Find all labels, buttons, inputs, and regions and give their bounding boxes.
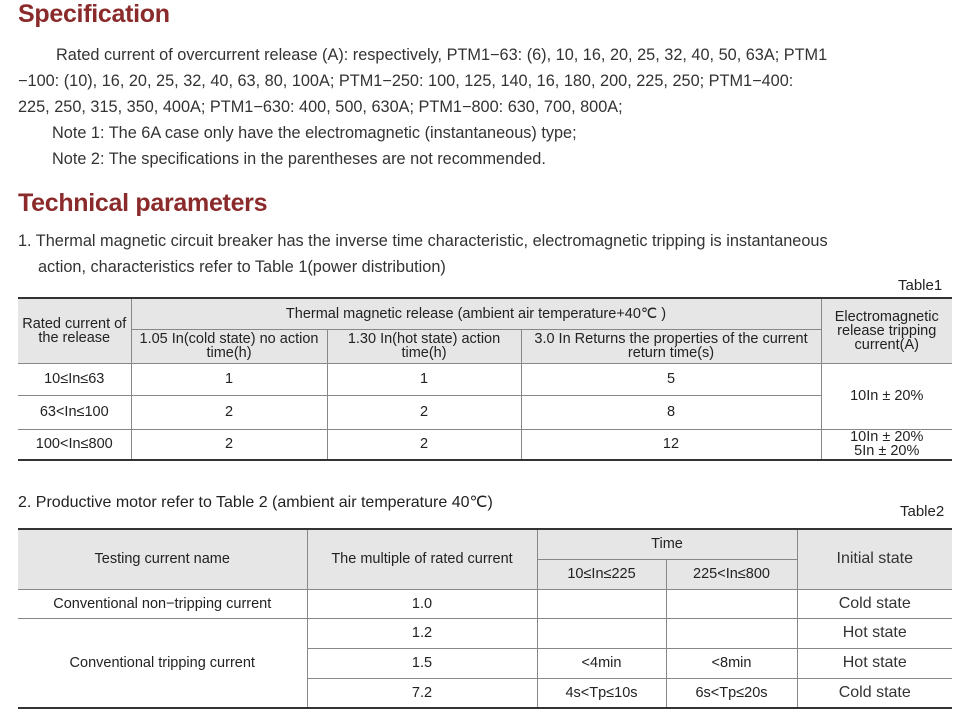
em-cell <box>821 429 952 460</box>
table-1 <box>18 297 952 461</box>
header-hot-state: 1.30 In(hot state) action time(h) <box>327 329 521 363</box>
value-cell: 8 <box>521 395 821 429</box>
multiple-cell: 1.5 <box>307 648 537 678</box>
table-2 <box>18 528 952 709</box>
test-name-cell: Conventional tripping current <box>18 618 307 708</box>
table-row <box>18 429 952 460</box>
time-cell <box>537 589 666 618</box>
multiple-cell: 7.2 <box>307 678 537 708</box>
value-cell: 1 <box>131 363 327 395</box>
time-cell: 6s<Tp≤20s <box>666 678 797 708</box>
time-cell: 4s<Tp≤10s <box>537 678 666 708</box>
header-time-range-2: 225<In≤800 <box>666 559 797 589</box>
value-cell: 2 <box>131 429 327 460</box>
table-row <box>18 395 952 429</box>
time-cell <box>666 618 797 648</box>
item1-line1: 1. Thermal magnetic circuit breaker has the inverse time characteristic, electromagnetic tripping is instantaneous <box>18 232 828 250</box>
spec-paragraph-line3: 225, 250, 315, 350, 400A; PTM1−630: 400, 500, 630A; PTM1−800: 630, 700, 800A; <box>18 98 623 116</box>
state-cell: Hot state <box>797 618 952 648</box>
em-value-a: 10In ± 20% <box>850 429 924 446</box>
item2-label: 2. Productive motor refer to Table 2 (ambient air temperature 40℃) <box>18 494 493 511</box>
value-cell: 2 <box>327 429 521 460</box>
multiple-cell: 1.2 <box>307 618 537 648</box>
value-cell: 12 <box>521 429 821 460</box>
note-1: Note 1: The 6A case only have the electromagnetic (instantaneous) type; <box>52 124 577 142</box>
header-thermal-release: Thermal magnetic release (ambient air temperature+40℃ ) <box>131 298 821 329</box>
header-multiple: The multiple of rated current <box>307 529 537 589</box>
value-cell: 1 <box>327 363 521 395</box>
table1-label: Table1 <box>898 277 943 294</box>
header-rated-current: Rated current of the release <box>18 298 131 363</box>
range-cell: 63<In≤100 <box>18 395 131 429</box>
technical-parameters-heading: Technical parameters <box>18 189 268 217</box>
header-initial-state: Initial state <box>797 529 952 589</box>
time-cell: <8min <box>666 648 797 678</box>
value-cell: 2 <box>131 395 327 429</box>
value-cell: 2 <box>327 395 521 429</box>
state-cell: Cold state <box>797 678 952 708</box>
range-cell: 10≤In≤63 <box>18 363 131 395</box>
spec-paragraph-line2: −100: (10), 16, 20, 25, 32, 40, 63, 80, 100A; PTM1−250: 100, 125, 140, 16, 180, 200, 225, 250; PTM1−400: <box>18 72 794 90</box>
note-2: Note 2: The specifications in the parentheses are not recommended. <box>52 150 546 168</box>
time-cell <box>666 589 797 618</box>
header-testing-current-name: Testing current name <box>18 529 307 589</box>
value-cell: 5 <box>521 363 821 395</box>
em-cell: 10In ± 20% <box>821 363 952 429</box>
table-row <box>18 589 952 618</box>
test-name-cell: Conventional non−tripping current <box>18 589 307 618</box>
table-row <box>18 363 952 395</box>
specification-heading: Specification <box>18 0 170 28</box>
range-cell: 100<In≤800 <box>18 429 131 460</box>
header-time: Time <box>537 529 797 559</box>
em-value-b: 5In ± 20% <box>854 443 920 460</box>
table-row <box>18 618 952 648</box>
header-electromagnetic: Electromagnetic release tripping current(A) <box>821 298 952 363</box>
time-cell <box>537 618 666 648</box>
multiple-cell: 1.0 <box>307 589 537 618</box>
time-cell: <4min <box>537 648 666 678</box>
state-cell: Cold state <box>797 589 952 618</box>
header-cold-state: 1.05 In(cold state) no action time(h) <box>131 329 327 363</box>
header-time-range-1: 10≤In≤225 <box>537 559 666 589</box>
spec-paragraph-line1: Rated current of overcurrent release (A): respectively, PTM1−63: (6), 10, 16, 20, 25, 32, 40, 50, 63A; PTM1 <box>56 46 828 64</box>
state-cell: Hot state <box>797 648 952 678</box>
item1-line2: action, characteristics refer to Table 1(power distribution) <box>38 258 446 276</box>
table2-label: Table2 <box>900 503 945 520</box>
header-return-time: 3.0 In Returns the properties of the current return time(s) <box>521 329 821 363</box>
